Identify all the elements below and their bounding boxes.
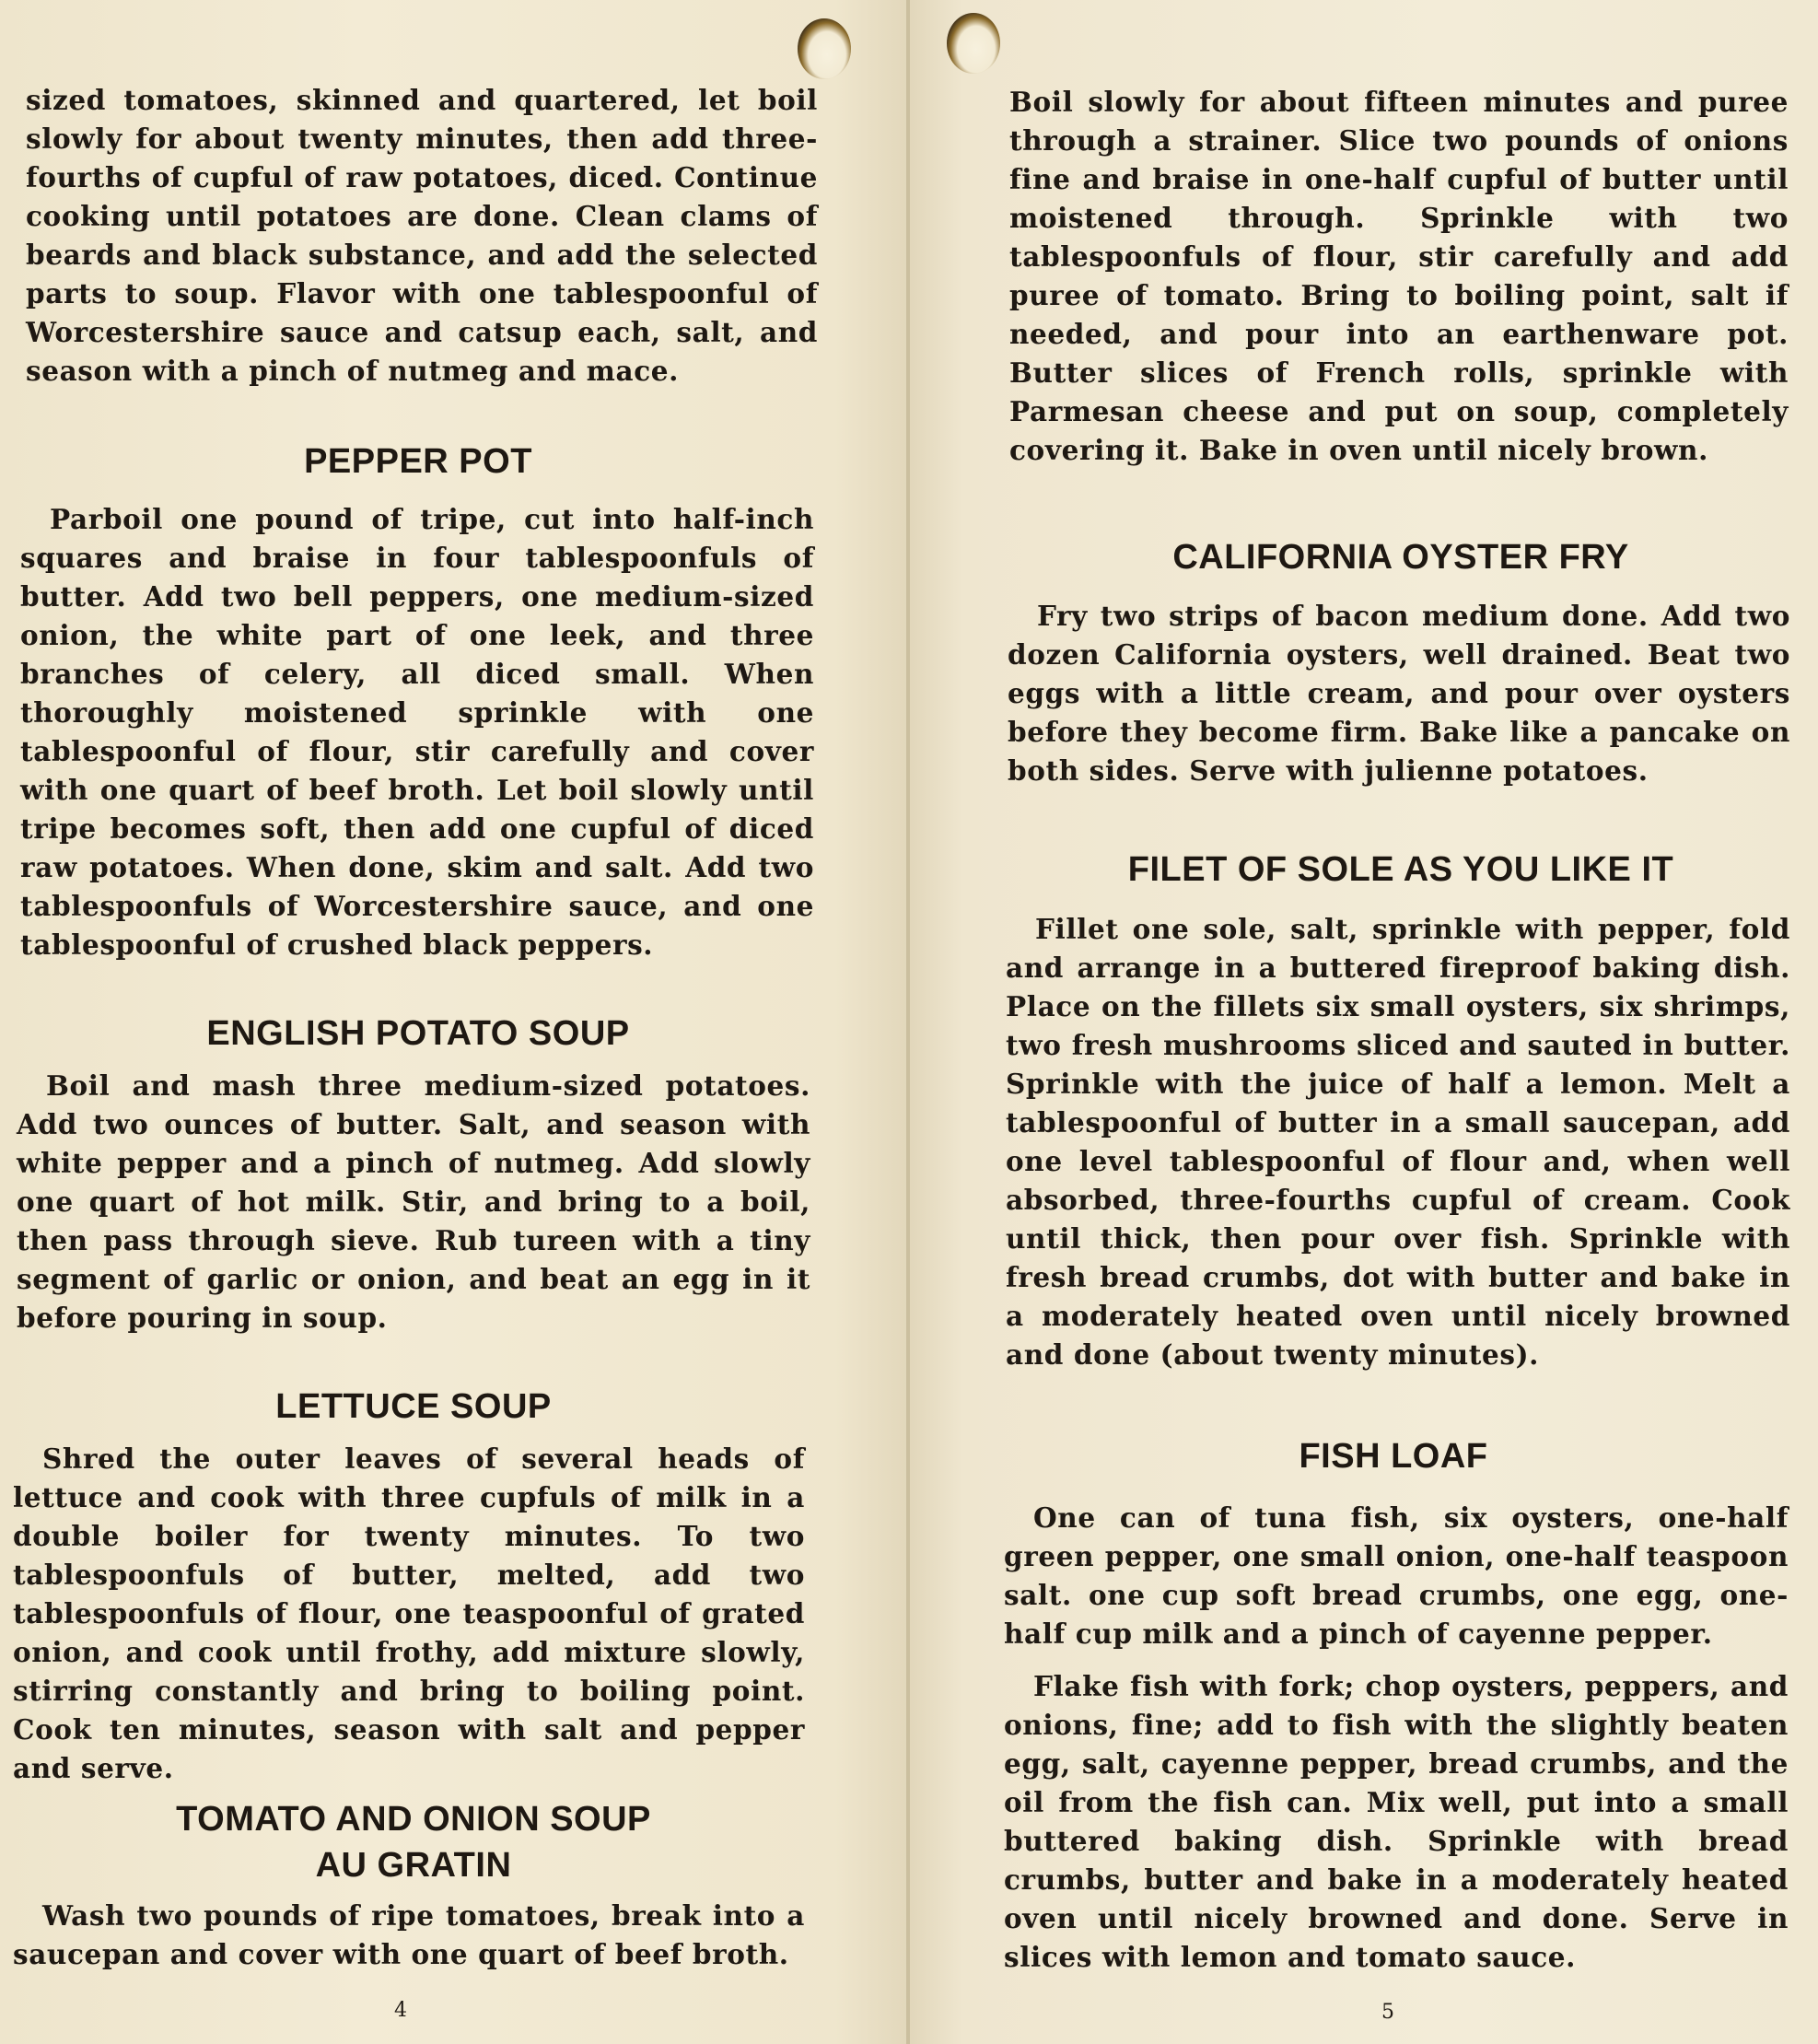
continuation-text: Boil slowly for about fifteen minutes and puree through a strainer. Slice two pounds of onions fine and braise in one-half cupful of butter until moistened through. Sprinkle with two tablespoonfuls of flour, stir carefully and add puree of tomato. Bring to boiling point, salt if needed, and pour into an earthenware pot. Butter slices of French rolls, sprinkle with Parmesan cheese and put on soup, completely covering it. Bake in oven until nicely brown. [1009, 86, 1789, 466]
recipe-title-lettuce-soup: LETTUCE SOUP [275, 1387, 552, 1426]
recipe-title-tomato-onion-soup-line1: TOMATO AND ONION SOUP [176, 1800, 651, 1839]
recipe-body-fish-loaf-method: Flake fish with fork; chop oysters, peppers, and onions, fine; add to fish with the slightly beaten egg, salt, cayenne pepper, bread crumbs, and the oil from the fish can. Mix well, put into a small buttered baking dish. Sprinkle with bread crumbs, butter and bake in a moderately heated oven until nicely browned and done. Serve in slices with lemon and tomato sauce. [1004, 1670, 1789, 1973]
recipe-body-fish-loaf: One can of tuna fish, six oysters, one-half green pepper, one small onion, one-half teaspoon salt. one cup soft bread crumbs, one egg, one-half cup milk and a pinch of cayenne pepper. [1004, 1501, 1789, 1650]
punch-hole-left [798, 18, 851, 79]
recipe-title-filet-of-sole: FILET OF SOLE AS YOU LIKE IT [1127, 850, 1674, 889]
recipe-body-lettuce-soup: Shred the outer leaves of several heads of lettuce and cook with three cupfuls of milk in a double boiler for twenty minutes. To two tablespoonfuls of butter, melted, add two tablespoonfuls of flour, one teaspoonful of grated onion, and cook until frothy, add mixture slowly, stirring constantly and bring to boiling point. Cook ten minutes, season with salt and pepper and serve. [13, 1442, 805, 1784]
recipe-title-fish-loaf: FISH LOAF [1299, 1437, 1488, 1476]
recipe-title-english-potato-soup: ENGLISH POTATO SOUP [206, 1014, 630, 1053]
spine-gutter [906, 0, 910, 2044]
recipe-title-california-oyster-fry: CALIFORNIA OYSTER FRY [1172, 538, 1629, 577]
recipe-body-tomato-onion-soup: Wash two pounds of ripe tomatoes, break into a saucepan and cover with one quart of beef broth. [13, 1899, 805, 1970]
punch-hole-right [947, 13, 1000, 74]
recipe-title-tomato-onion-soup-line2: AU GRATIN [315, 1846, 512, 1885]
recipe-body-pepper-pot: Parboil one pound of tripe, cut into half-inch squares and braise in four tablespoonfuls of butter. Add two bell peppers, one medium-sized onion, the white part of one leek, and three branches of celery, all diced small. When thoroughly moistened sprinkle with one tablespoonful of flour, stir carefully and cover with one quart of beef broth. Let boil slowly until tripe becomes soft, then add one cupful of diced raw potatoes. When done, skim and salt. Add two tablespoonfuls of Worcestershire sauce, and one tablespoonful of crushed black peppers. [20, 503, 814, 961]
recipe-body-filet-of-sole: Fillet one sole, salt, sprinkle with pepper, fold and arrange in a buttered fireproof baking dish. Place on the fillets six small oysters, six shrimps, two fresh mushrooms sliced and sauted in butter. Sprinkle with the juice of half a lemon. Melt a tablespoonful of butter in a small saucepan, add one level tablespoonful of flour and, when well absorbed, three-fourths cupful of cream. Cook until thick, then pour over fish. Sprinkle with fresh bread crumbs, dot with butter and bake in a moderately heated oven until nicely browned and done (about twenty minutes). [1006, 913, 1790, 1371]
right-page [908, 0, 1818, 2044]
page-number-right: 5 [1381, 2001, 1394, 2024]
continuation-text: sized tomatoes, skinned and quartered, let boil slowly for about twenty minutes, then add three-fourths of cupful of raw potatoes, diced. Continue cooking until potatoes are done. Clean clams of beards and black substance, and add the selected parts to soup. Flavor with one tablespoonful of Worcestershire sauce and catsup each, salt, and season with a pinch of nutmeg and mace. [26, 84, 818, 387]
page-number-left: 4 [394, 1999, 407, 2022]
left-page [0, 0, 908, 2044]
recipe-title-pepper-pot: PEPPER POT [304, 442, 532, 481]
recipe-body-english-potato-soup: Boil and mash three medium-sized potatoes. Add two ounces of butter. Salt, and season with white pepper and a pinch of nutmeg. Add slowly one quart of hot milk. Stir, and bring to a boil, then pass through sieve. Rub tureen with a tiny segment of garlic or onion, and beat an egg in it before pouring in soup. [17, 1069, 810, 1334]
recipe-body-california-oyster-fry: Fry two strips of bacon medium done. Add two dozen California oysters, well drained. Beat two eggs with a little cream, and pour over oysters before they become firm. Bake like a pancake on both sides. Serve with julienne potatoes. [1008, 600, 1790, 787]
